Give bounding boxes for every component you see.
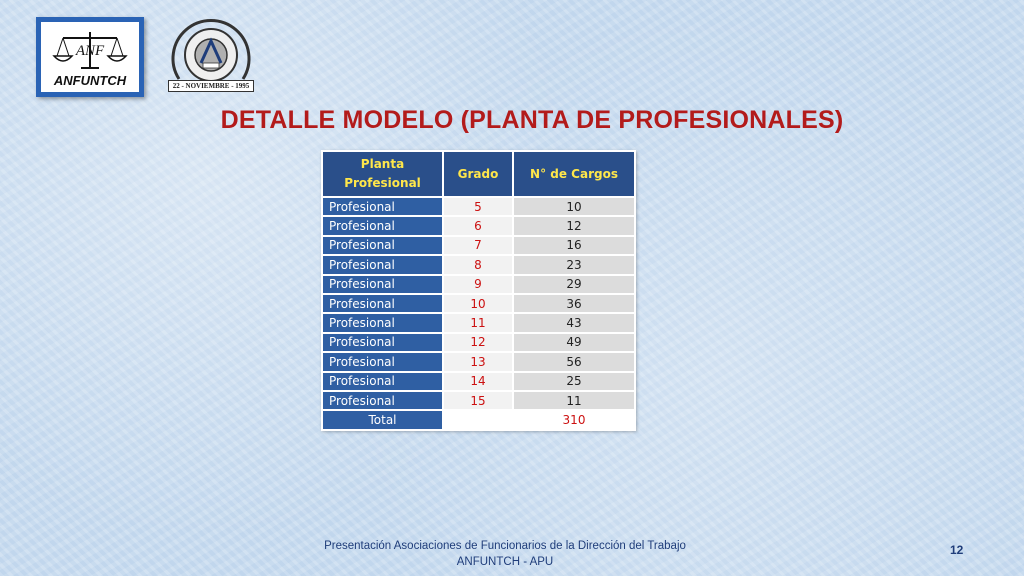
cell-cargos: 23 — [513, 255, 635, 274]
page-number: 12 — [950, 543, 964, 557]
cell-grado: 13 — [443, 352, 513, 371]
svg-text:ANF: ANF — [75, 43, 105, 59]
cell-grado: 10 — [443, 294, 513, 313]
cell-grado: 6 — [443, 216, 513, 235]
slide-title: DETALLE MODELO (PLANTA DE PROFESIONALES) — [220, 106, 844, 134]
cell-grado: 11 — [443, 313, 513, 332]
cell-cargos: 43 — [513, 313, 635, 332]
profesionales-table — [321, 150, 636, 431]
total-label: Total — [322, 410, 443, 429]
total-grado-empty — [443, 410, 513, 429]
cell-cargos: 11 — [513, 391, 635, 410]
cell-grado: 14 — [443, 372, 513, 391]
cell-grado: 9 — [443, 275, 513, 294]
anfuntch-logo-text: ANFUNTCH — [53, 73, 127, 88]
cell-cargos: 10 — [513, 197, 635, 216]
cell-grado: 15 — [443, 391, 513, 410]
cell-cargos: 25 — [513, 372, 635, 391]
cell-planta: Profesional — [322, 275, 443, 294]
header-planta-line1: Planta — [360, 157, 405, 171]
footer-line1: Presentación Asociaciones de Funcionarios de la Dirección del Trabajo — [324, 540, 686, 552]
cell-planta: Profesional — [322, 352, 443, 371]
table-row — [322, 255, 635, 274]
cell-cargos: 49 — [513, 333, 635, 352]
cell-cargos: 16 — [513, 236, 635, 255]
table-row — [322, 216, 635, 235]
cell-planta: Profesional — [322, 197, 443, 216]
header-planta — [322, 151, 443, 197]
cell-planta: Profesional — [322, 391, 443, 410]
header-planta-line2: Profesional — [344, 176, 421, 190]
cell-grado: 12 — [443, 333, 513, 352]
cell-planta: Profesional — [322, 313, 443, 332]
anfuntch-logo — [36, 17, 144, 97]
table-row — [322, 333, 635, 352]
cell-cargos: 36 — [513, 294, 635, 313]
table-row — [322, 372, 635, 391]
table-total-row — [322, 410, 635, 429]
cell-planta: Profesional — [322, 216, 443, 235]
total-cargos: 310 — [513, 410, 635, 429]
header-grado: Grado — [443, 151, 513, 197]
cell-planta: Profesional — [322, 333, 443, 352]
table-row — [322, 294, 635, 313]
table-header-row — [322, 151, 635, 197]
table-row — [322, 391, 635, 410]
table-row — [322, 236, 635, 255]
cell-cargos: 56 — [513, 352, 635, 371]
footer-line2: ANFUNTCH - APU — [456, 556, 554, 568]
cell-planta: Profesional — [322, 294, 443, 313]
cell-planta: Profesional — [322, 255, 443, 274]
footer — [300, 538, 710, 570]
table-row — [322, 313, 635, 332]
cell-grado: 5 — [443, 197, 513, 216]
cell-grado: 8 — [443, 255, 513, 274]
cell-cargos: 12 — [513, 216, 635, 235]
table-row — [322, 197, 635, 216]
apu-seal-date: 22 - NOVIEMBRE - 1995 — [168, 80, 254, 92]
table-row — [322, 352, 635, 371]
header-cargos: N° de Cargos — [513, 151, 635, 197]
cell-grado: 7 — [443, 236, 513, 255]
table-row — [322, 275, 635, 294]
cell-planta: Profesional — [322, 372, 443, 391]
cell-cargos: 29 — [513, 275, 635, 294]
cell-planta: Profesional — [322, 236, 443, 255]
